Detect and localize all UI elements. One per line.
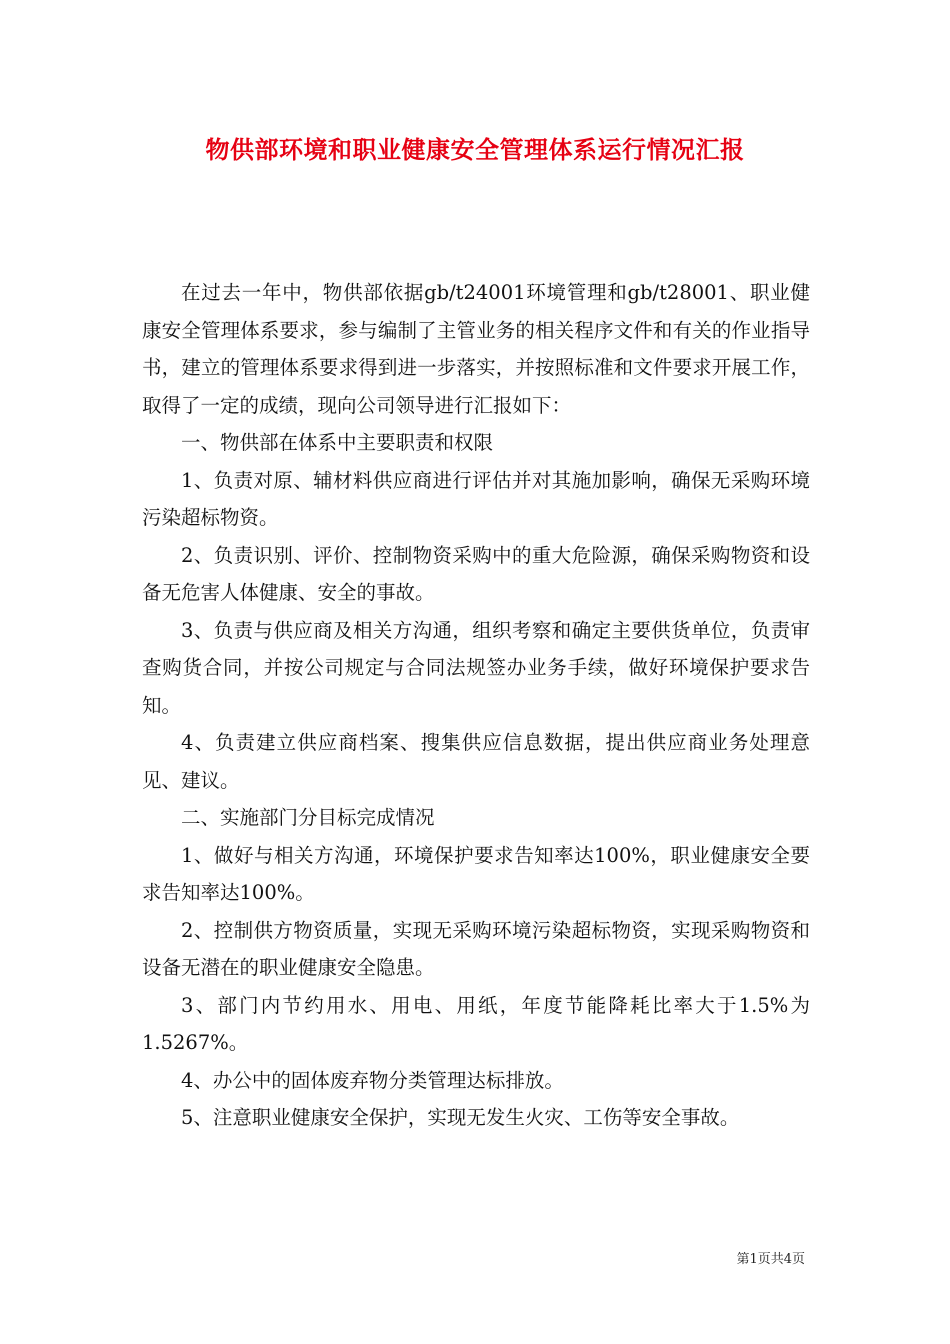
page-number-footer: 第1页共4页 bbox=[736, 1252, 805, 1267]
paragraph: 2、控制供方物资质量，实现无采购环境污染超标物资，实现采购物资和设备无潜在的职业健康安全隐患。 bbox=[142, 918, 810, 979]
paragraph: 1、负责对原、辅材料供应商进行评估并对其施加影响，确保无采购环境污染超标物资。 bbox=[142, 468, 810, 529]
document-title: 物供部环境和职业健康安全管理体系运行情况汇报 bbox=[205, 135, 745, 164]
paragraph: 1、做好与相关方沟通，环境保护要求告知率达100%，职业健康安全要求告知率达100%。 bbox=[142, 843, 810, 904]
paragraph: 5、注意职业健康安全保护，实现无发生火灾、工伤等安全事故。 bbox=[181, 1106, 740, 1129]
section-heading-1: 一、物供部在体系中主要职责和权限 bbox=[181, 431, 494, 454]
intro-paragraph: 在过去一年中，物供部依据gb/t24001环境管理和gb/t28001、职业健康安全管理体系要求，参与编制了主管业务的相关程序文件和有关的作业指导书，建立的管理体系要求得到进一步落实，并按照标准和文件要求开展工作，取得了一定的成绩，现向公司领导进行汇报如下： bbox=[142, 281, 810, 417]
paragraph: 3、部门内节约用水、用电、用纸，年度节能降耗比率大于1.5%为1.5267%。 bbox=[142, 993, 810, 1054]
paragraph: 2、负责识别、评价、控制物资采购中的重大危险源，确保采购物资和设备无危害人体健康、安全的事故。 bbox=[142, 543, 810, 604]
section-heading-2: 二、实施部门分目标完成情况 bbox=[181, 806, 435, 829]
paragraph: 4、办公中的固体废弃物分类管理达标排放。 bbox=[181, 1068, 564, 1092]
document-body bbox=[142, 274, 810, 1137]
paragraph: 3、负责与供应商及相关方沟通，组织考察和确定主要供货单位，负责审查购货合同，并按公司规定与合同法规签办业务手续，做好环境保护要求告知。 bbox=[142, 618, 810, 717]
paragraph: 4、负责建立供应商档案、搜集供应信息数据，提出供应商业务处理意见、建议。 bbox=[142, 731, 810, 792]
